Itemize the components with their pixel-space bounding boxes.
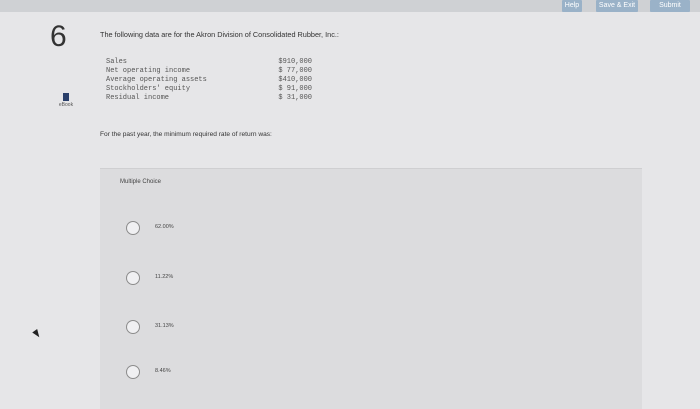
radio-button[interactable]: [126, 221, 140, 235]
question-prompt: The following data are for the Akron Division of Consolidated Rubber, Inc.:: [100, 30, 339, 39]
row-value: $910,000: [278, 58, 312, 66]
row-value: $410,000: [278, 76, 312, 84]
choice-label: 31.13%: [155, 323, 174, 329]
help-button[interactable]: Help: [562, 0, 582, 12]
table-row: [104, 85, 314, 94]
row-label: Average operating assets: [106, 76, 207, 84]
ebook-label: eBook: [58, 102, 74, 108]
radio-button[interactable]: [126, 320, 140, 334]
row-value: $ 31,000: [278, 94, 312, 102]
table-row: [104, 76, 314, 85]
top-toolbar: [0, 0, 700, 12]
choice-label: 11.22%: [155, 274, 174, 280]
table-row: [104, 58, 314, 67]
multiple-choice-panel: [100, 168, 642, 409]
row-value: $ 77,000: [278, 67, 312, 75]
row-label: Stockholders' equity: [106, 85, 191, 93]
choice-label: 8.46%: [155, 368, 171, 374]
multiple-choice-title: Multiple Choice: [120, 179, 162, 185]
row-value: $ 91,000: [278, 85, 312, 93]
table-row: [104, 67, 314, 76]
row-label: Sales: [106, 58, 128, 66]
radio-button[interactable]: [126, 365, 140, 379]
mouse-cursor-icon: [32, 329, 42, 339]
row-label: Net operating income: [106, 67, 191, 75]
table-row: [104, 94, 314, 103]
question-number: 6: [50, 20, 67, 53]
save-exit-button[interactable]: Save & Exit: [596, 0, 638, 12]
choice-label: 62.00%: [155, 224, 174, 230]
data-table: [104, 58, 314, 103]
book-icon: [63, 93, 69, 101]
question-text: For the past year, the minimum required rate of return was:: [100, 131, 272, 138]
row-label: Residual income: [106, 94, 170, 102]
radio-button[interactable]: [126, 271, 140, 285]
submit-button[interactable]: Submit: [650, 0, 690, 12]
ebook-link[interactable]: [56, 93, 76, 108]
